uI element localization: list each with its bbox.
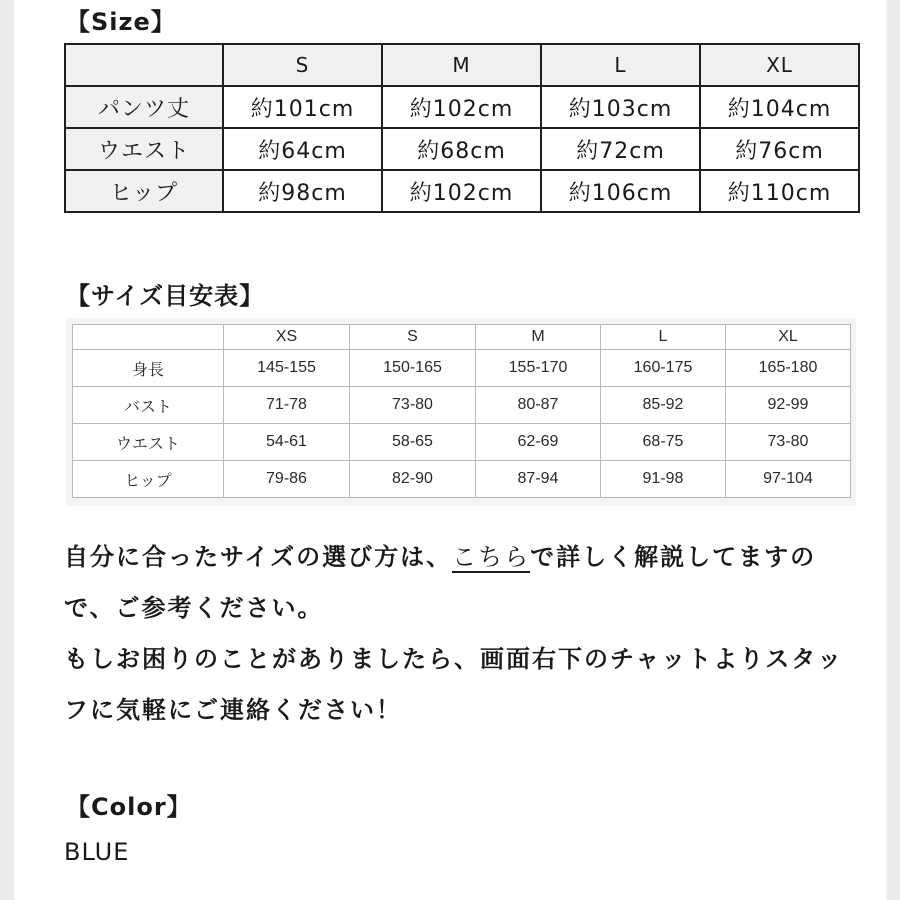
guide-col-header: L <box>601 325 726 350</box>
guide-cell: 80-87 <box>476 387 601 424</box>
size-cell: 約98cm <box>223 170 382 212</box>
guide-col-header: XL <box>726 325 851 350</box>
guide-cell: 97-104 <box>726 461 851 498</box>
size-col-header: XL <box>700 44 859 86</box>
size-help-notice <box>64 532 864 736</box>
guide-cell: 62-69 <box>476 424 601 461</box>
guide-cell: 150-165 <box>350 350 476 387</box>
size-col-header: L <box>541 44 700 86</box>
size-cell: 約68cm <box>382 128 541 170</box>
size-cell: 約102cm <box>382 170 541 212</box>
size-guide-link[interactable]: こちら <box>452 543 531 571</box>
size-guide-image <box>66 318 856 506</box>
size-table <box>64 43 860 213</box>
guide-row-label: 身長 <box>73 350 224 387</box>
size-cell: 約110cm <box>700 170 859 212</box>
guide-cell: 85-92 <box>601 387 726 424</box>
size-cell: 約101cm <box>223 86 382 128</box>
size-cell: 約72cm <box>541 128 700 170</box>
size-table-row <box>65 86 859 128</box>
size-guide-heading: 【サイズ目安表】 <box>66 282 265 310</box>
guide-row-label: バスト <box>73 387 224 424</box>
guide-cell: 145-155 <box>224 350 350 387</box>
size-table-header-row <box>65 44 859 86</box>
guide-cell: 68-75 <box>601 424 726 461</box>
guide-cell: 79-86 <box>224 461 350 498</box>
notice-text-after-link: で詳しく解説してますので、ご参考ください。 <box>64 543 817 622</box>
size-cell: 約106cm <box>541 170 700 212</box>
size-cell: 約104cm <box>700 86 859 128</box>
guide-col-header: S <box>350 325 476 350</box>
size-row-label: ウエスト <box>65 128 223 170</box>
guide-row-label: ヒップ <box>73 461 224 498</box>
guide-table-corner-cell <box>73 325 224 350</box>
guide-col-header: XS <box>224 325 350 350</box>
size-table-row <box>65 170 859 212</box>
guide-cell: 87-94 <box>476 461 601 498</box>
guide-table-row <box>73 387 851 424</box>
guide-cell: 160-175 <box>601 350 726 387</box>
size-row-label: ヒップ <box>65 170 223 212</box>
size-col-header: M <box>382 44 541 86</box>
guide-cell: 73-80 <box>350 387 476 424</box>
guide-cell: 73-80 <box>726 424 851 461</box>
color-value: BLUE <box>64 838 130 866</box>
guide-cell: 54-61 <box>224 424 350 461</box>
size-cell: 約103cm <box>541 86 700 128</box>
guide-table-row <box>73 424 851 461</box>
size-table-corner-cell <box>65 44 223 86</box>
guide-cell: 82-90 <box>350 461 476 498</box>
notice-text-before-link: 自分に合ったサイズの選び方は、 <box>64 543 453 571</box>
size-cell: 約64cm <box>223 128 382 170</box>
size-row-label: パンツ丈 <box>65 86 223 128</box>
size-guide-table <box>72 324 851 498</box>
guide-table-row <box>73 461 851 498</box>
left-margin-strip <box>0 0 14 900</box>
notice-contact-text: もしお困りのことがありましたら、画面右下のチャットよりスタッフに気軽にご連絡ください！ <box>64 645 844 724</box>
size-cell: 約102cm <box>382 86 541 128</box>
guide-col-header: M <box>476 325 601 350</box>
guide-table-header-row <box>73 325 851 350</box>
guide-row-label: ウエスト <box>73 424 224 461</box>
right-margin-strip <box>886 0 900 900</box>
guide-cell: 58-65 <box>350 424 476 461</box>
guide-cell: 155-170 <box>476 350 601 387</box>
guide-cell: 92-99 <box>726 387 851 424</box>
size-table-row <box>65 128 859 170</box>
guide-table-row <box>73 350 851 387</box>
size-cell: 約76cm <box>700 128 859 170</box>
color-heading: 【Color】 <box>66 793 192 821</box>
size-col-header: S <box>223 44 382 86</box>
size-heading: 【Size】 <box>66 8 176 36</box>
guide-cell: 91-98 <box>601 461 726 498</box>
guide-cell: 165-180 <box>726 350 851 387</box>
guide-cell: 71-78 <box>224 387 350 424</box>
